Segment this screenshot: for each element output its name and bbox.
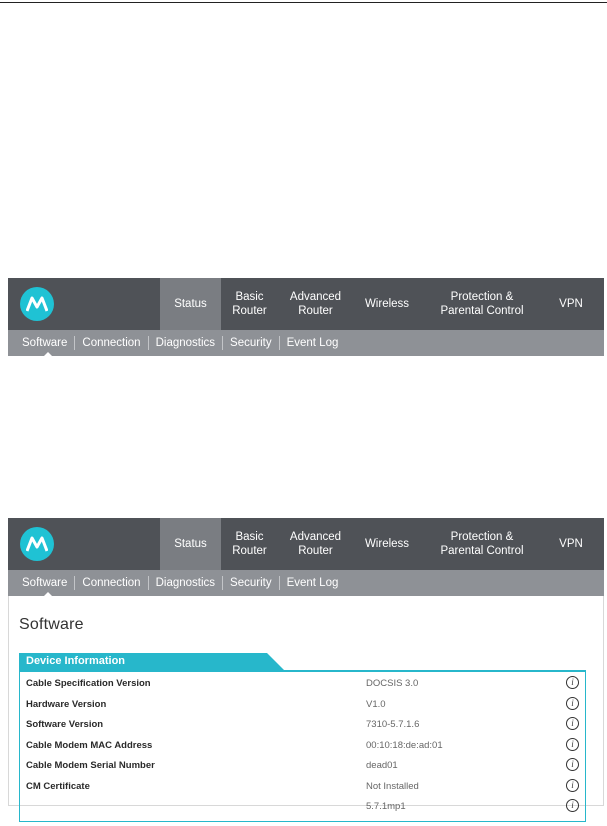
subnav-tab-software[interactable]: Software [8,576,74,590]
nav-tab-wireless[interactable]: Wireless [364,298,410,310]
top-nav-bar [8,518,604,570]
nav-tab-basic-router[interactable]: Basic Router [232,291,267,317]
row-label: Cable Modem MAC Address [26,739,153,751]
row-value: 5.7.1mp1 [366,801,406,812]
nav-tab-advanced-router[interactable]: Advanced Router [289,291,342,317]
nav-tab-status[interactable]: Status [160,518,221,570]
info-icon[interactable]: i [566,779,579,792]
row-label: CM Certificate [26,780,90,792]
row-value: 00:10:18:de:ad:01 [366,739,443,751]
table-row [20,674,585,695]
motorola-logo-icon[interactable] [20,287,54,321]
table-row [20,777,585,798]
info-icon[interactable]: i [566,697,579,710]
top-nav-bar [8,278,604,330]
table-row [20,797,585,818]
subnav-tab-event-log[interactable]: Event Log [279,576,346,590]
page-top-rule [0,2,607,3]
row-label: Software Version [26,719,104,730]
subnav-tab-software[interactable]: Software [8,336,74,350]
row-label: Hardware Version [26,698,107,710]
section-header-tab [19,653,284,670]
info-icon[interactable]: i [566,799,579,812]
row-value: 7310-5.7.1.6 [366,719,420,730]
info-icon[interactable]: i [566,676,579,689]
motorola-logo-icon[interactable] [20,527,54,561]
subnav-tab-connection[interactable]: Connection [74,576,147,590]
row-value: DOCSIS 3.0 [366,678,419,689]
nav-tab-vpn[interactable]: VPN [559,298,583,310]
info-icon[interactable]: i [566,758,579,771]
row-value: dead01 [366,760,398,771]
nav-tab-vpn[interactable]: VPN [559,538,583,550]
software-content-panel [8,596,604,812]
subnav-tab-diagnostics[interactable]: Diagnostics [148,336,222,350]
nav-tab-wireless[interactable]: Wireless [364,538,410,550]
main-nav [160,518,599,570]
device-information-section [19,653,586,822]
row-value: V1.0 [366,698,386,710]
nav-tab-status[interactable]: Status [160,278,221,330]
table-row [20,695,585,716]
row-label: Cable Modem Serial Number [26,760,155,771]
table-row [20,715,585,736]
main-nav [160,278,599,330]
info-icon[interactable]: i [566,738,579,751]
subnav-tab-security[interactable]: Security [222,336,279,350]
nav-tab-basic-router[interactable]: Basic Router [232,531,267,557]
info-icon[interactable]: i [566,717,579,730]
nav-tab-advanced-router[interactable]: Advanced Router [289,531,342,557]
row-value: Not Installed [366,780,419,792]
table-row [20,736,585,757]
subnav-tab-event-log[interactable]: Event Log [279,336,346,350]
table-row [20,756,585,777]
row-label: Cable Specification Version [26,678,151,689]
device-info-table [19,670,586,822]
page-title: Software [19,616,84,633]
nav-tab-protection-parental-control[interactable]: Protection & Parental Control [440,291,524,317]
subnav-tab-security[interactable]: Security [222,576,279,590]
sub-nav-bar [8,330,604,356]
router-header-screenshot-1 [8,278,604,356]
nav-tab-protection-parental-control[interactable]: Protection & Parental Control [440,531,524,557]
subnav-tab-connection[interactable]: Connection [74,336,147,350]
sub-nav-bar [8,570,604,596]
router-header-screenshot-2 [8,518,604,596]
subnav-tab-diagnostics[interactable]: Diagnostics [148,576,222,590]
section-header-label: Device Information [26,655,126,667]
